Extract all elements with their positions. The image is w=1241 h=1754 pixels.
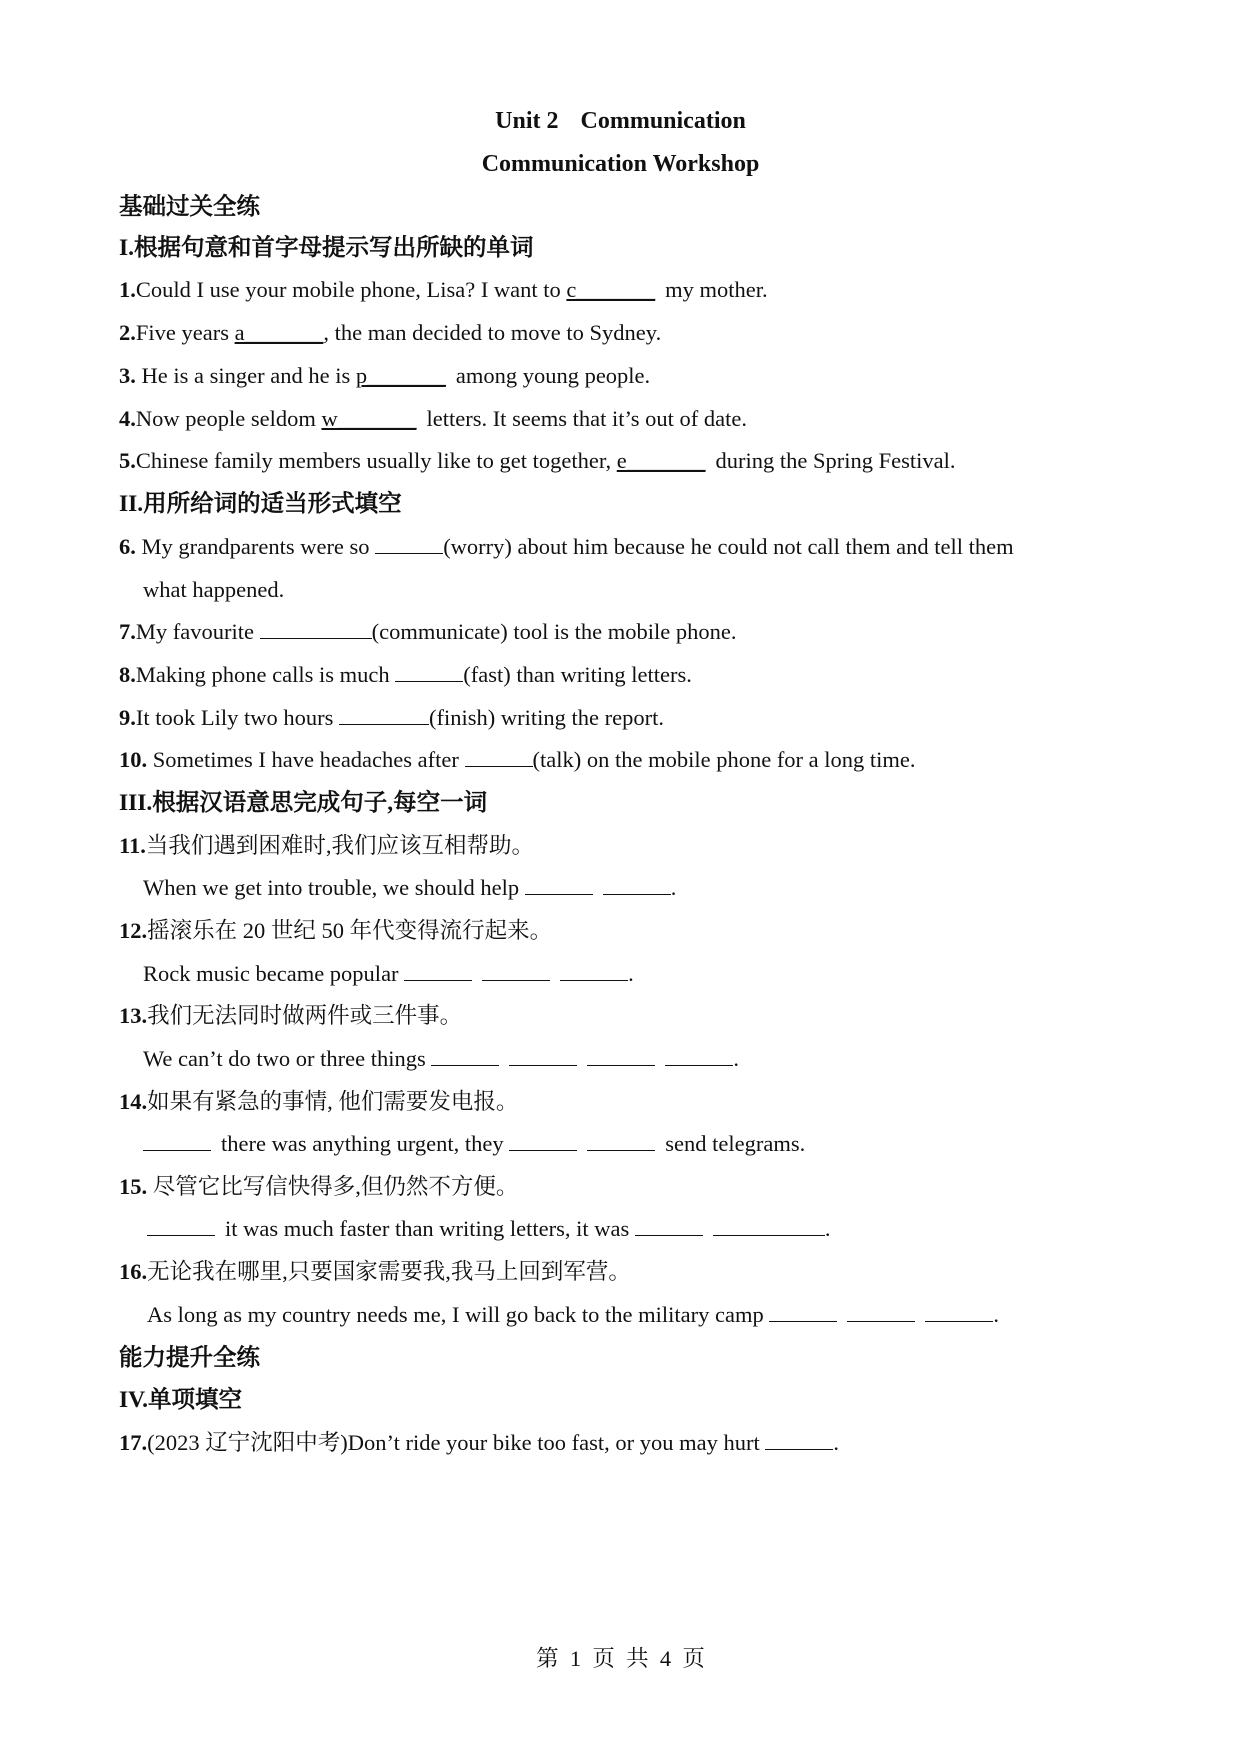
question-15-english (147, 1214, 831, 1244)
question-number: 7. (119, 619, 136, 644)
question-text: My grandparents were so (135, 534, 376, 559)
question-1 (119, 275, 768, 305)
letter-hint-blank: a_______ (234, 320, 324, 345)
letter-hint-blank: p_______ (355, 363, 446, 388)
answer-blank[interactable] (147, 1215, 215, 1236)
question-chinese: 尽管它比写信快得多,但仍然不方便。 (147, 1174, 519, 1199)
heading-basic: 基础过关全练 (119, 194, 260, 220)
question-number: 15. (119, 1174, 148, 1199)
question-text: send telegrams. (665, 1131, 806, 1156)
answer-blank[interactable] (509, 1130, 577, 1151)
answer-blank[interactable] (587, 1045, 655, 1066)
question-punctuation: . (824, 1216, 831, 1241)
unit-topic: Communication (580, 108, 746, 134)
question-2 (119, 318, 661, 348)
question-text: Rock music became popular (143, 961, 405, 986)
question-17 (119, 1428, 839, 1458)
question-text: (talk) on the mobile phone for a long time. (532, 747, 916, 772)
question-12-chinese (119, 916, 552, 946)
question-number: 17. (119, 1430, 148, 1455)
question-13-chinese (119, 1001, 462, 1031)
question-punctuation: . (628, 961, 634, 986)
question-text: (fast) than writing letters. (463, 662, 692, 687)
question-11-english (143, 873, 676, 903)
question-chinese: 我们无法同时做两件或三件事。 (147, 1003, 463, 1028)
question-12-english (143, 959, 634, 989)
unit-title (0, 106, 1241, 136)
question-number: 2. (119, 320, 136, 345)
question-punctuation: . (993, 1302, 999, 1327)
question-text: (finish) writing the report. (429, 705, 664, 730)
answer-blank[interactable] (143, 1130, 211, 1151)
question-8 (119, 660, 692, 690)
letter-hint-blank: e_______ (616, 448, 706, 473)
question-punctuation: . (833, 1430, 839, 1455)
answer-blank[interactable] (603, 874, 671, 895)
section-title: Communication Workshop (481, 151, 760, 177)
question-text: there was anything urgent, they (221, 1131, 510, 1156)
question-number: 16. (119, 1259, 148, 1284)
unit-label: Unit 2 (495, 108, 559, 134)
question-6-continued: what happened. (143, 577, 285, 602)
answer-blank[interactable] (509, 1045, 577, 1066)
question-16-chinese (119, 1257, 631, 1287)
question-3 (119, 361, 650, 391)
question-5 (119, 446, 956, 476)
question-text: My favourite (135, 619, 260, 644)
question-number: 1. (119, 277, 136, 302)
answer-blank[interactable] (404, 960, 472, 981)
question-16-english (147, 1300, 999, 1330)
question-number: 10. (119, 747, 148, 772)
question-text: Chinese family members usually like to get together, (135, 448, 617, 473)
answer-blank[interactable] (431, 1045, 499, 1066)
answer-blank[interactable] (560, 960, 628, 981)
answer-blank[interactable] (925, 1301, 993, 1322)
answer-blank[interactable] (847, 1301, 915, 1322)
question-text: it was much faster than writing letters, it was (225, 1216, 635, 1241)
answer-blank[interactable] (482, 960, 550, 981)
question-text: my mother. (665, 277, 768, 302)
question-punctuation: . (670, 875, 677, 900)
question-number: 14. (119, 1089, 148, 1114)
question-punctuation: . (733, 1046, 739, 1071)
question-number: 13. (119, 1003, 148, 1028)
answer-blank[interactable] (765, 1429, 833, 1450)
question-11-chinese (119, 831, 534, 861)
question-text: , the man decided to move to Sydney. (323, 320, 662, 345)
question-text: Now people seldom (135, 406, 322, 431)
question-text: Making phone calls is much (135, 662, 396, 687)
question-text: letters. It seems that it’s out of date. (426, 406, 748, 431)
question-number: 9. (119, 705, 136, 730)
answer-blank[interactable] (395, 661, 463, 682)
question-chinese: 如果有紧急的事情, 他们需要发电报。 (147, 1089, 519, 1114)
heading-advanced: 能力提升全练 (119, 1345, 260, 1371)
question-text: (worry) about him because he could not call them and tell them (443, 534, 1014, 559)
question-number: 4. (119, 406, 136, 431)
question-text: (communicate) tool is the mobile phone. (371, 619, 737, 644)
question-9 (119, 703, 664, 733)
question-text: He is a singer and he is (135, 363, 356, 388)
page-footer: 第 1 页 共 4 页 (536, 1646, 705, 1671)
heading-part3: III.根据汉语意思完成句子,每空一词 (119, 790, 488, 816)
question-text: Five years (135, 320, 235, 345)
question-text: Sometimes I have headaches after (147, 747, 465, 772)
answer-blank[interactable] (635, 1215, 703, 1236)
question-text: As long as my country needs me, I will go back to the military camp (147, 1302, 770, 1327)
question-10 (119, 745, 916, 775)
letter-hint-blank: c_______ (566, 277, 656, 302)
letter-hint-blank: w_______ (321, 406, 417, 431)
question-4 (119, 404, 747, 434)
question-14-english (143, 1129, 805, 1159)
question-chinese: 摇滚乐在 20 世纪 50 年代变得流行起来。 (147, 918, 553, 943)
answer-blank[interactable] (713, 1215, 825, 1236)
question-text: It took Lily two hours (135, 705, 339, 730)
heading-part1: I.根据句意和首字母提示写出所缺的单词 (119, 235, 534, 261)
answer-blank[interactable] (375, 533, 443, 554)
answer-blank[interactable] (665, 1045, 733, 1066)
question-14-chinese (119, 1087, 518, 1117)
question-chinese: 无论我在哪里,只要国家需要我,我马上回到军营。 (147, 1259, 631, 1284)
question-number: 6. (119, 534, 136, 559)
question-text: When we get into trouble, we should help (143, 875, 525, 900)
question-text: during the Spring Festival. (715, 448, 956, 473)
question-number: 12. (119, 918, 148, 943)
question-15-chinese (119, 1172, 518, 1202)
answer-blank[interactable] (769, 1301, 837, 1322)
question-text: We can’t do two or three things (143, 1046, 432, 1071)
heading-part2: II.用所给词的适当形式填空 (119, 491, 402, 517)
question-number: 3. (119, 363, 136, 388)
question-text: (2023 辽宁沈阳中考)Don’t ride your bike too fast, or you may hurt (147, 1430, 766, 1455)
question-6 (119, 532, 1014, 562)
question-chinese: 当我们遇到困难时,我们应该互相帮助。 (145, 833, 535, 858)
question-text: among young people. (455, 363, 651, 388)
heading-part4: IV.单项填空 (119, 1387, 242, 1413)
question-7 (119, 617, 737, 647)
answer-blank[interactable] (260, 618, 372, 639)
question-text: Could I use your mobile phone, Lisa? I want to (135, 277, 567, 302)
question-number: 5. (119, 448, 136, 473)
question-13-english (143, 1044, 739, 1074)
question-number: 11. (119, 833, 146, 858)
question-number: 8. (119, 662, 136, 687)
answer-blank[interactable] (465, 746, 533, 767)
answer-blank[interactable] (339, 704, 429, 725)
answer-blank[interactable] (525, 874, 593, 895)
answer-blank[interactable] (587, 1130, 655, 1151)
